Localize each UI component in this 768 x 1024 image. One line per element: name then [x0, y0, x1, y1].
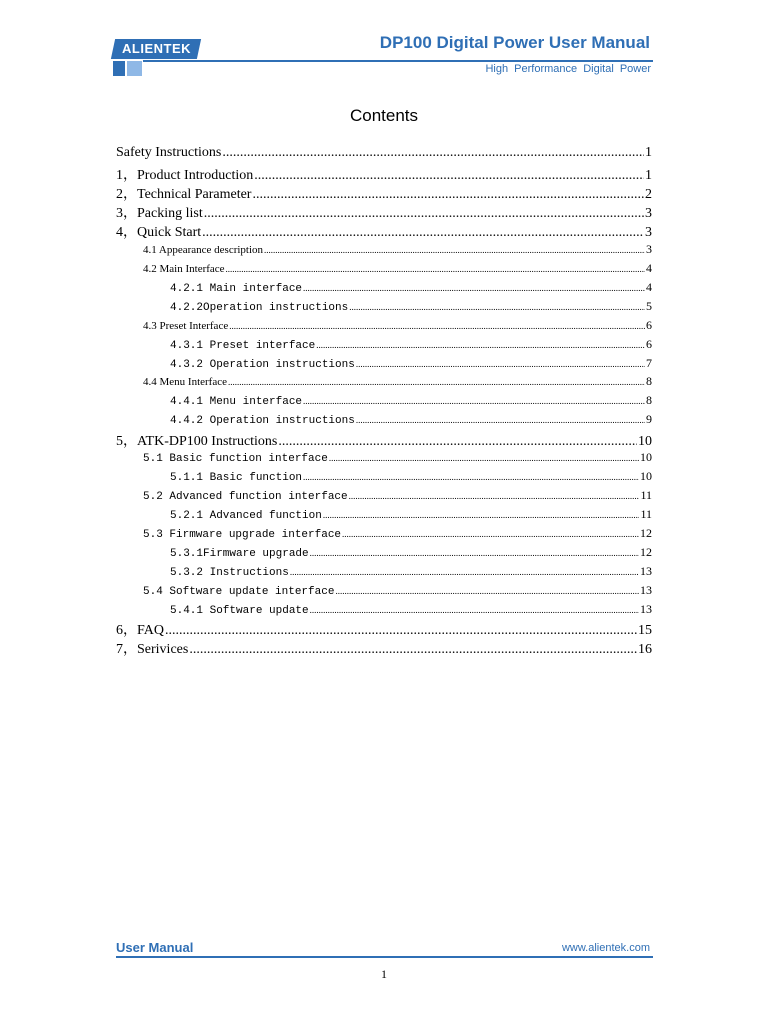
toc-entry-label: 5.1.1 Basic function	[170, 472, 303, 484]
toc-leader-dots	[165, 623, 637, 639]
toc-page-number: 15	[638, 623, 652, 638]
toc-page-number: 8	[646, 393, 652, 407]
toc-page-number: 13	[640, 602, 652, 616]
header-divider	[143, 60, 653, 62]
toc-leader-dots	[252, 187, 644, 203]
toc-entry-label: 5.3 Firmware upgrade interface	[143, 529, 342, 541]
footer-divider	[116, 956, 653, 958]
toc-leader-dots	[303, 396, 645, 408]
toc-entry-firmware-upgrade-interface[interactable]	[143, 526, 652, 541]
toc-entry-menu-interface[interactable]	[143, 374, 652, 389]
toc-entry-label: 5.1 Basic function interface	[143, 453, 328, 465]
toc-leader-dots	[356, 359, 645, 371]
toc-entry-atk-dp100-instructions[interactable]	[116, 430, 652, 450]
toc-entry-label: 1，Product Introduction	[116, 168, 254, 183]
toc-page-number: 5	[646, 299, 652, 313]
toc-leader-dots	[278, 434, 637, 450]
toc-entry-technical-parameter[interactable]	[116, 183, 652, 203]
toc-page-number: 11	[640, 488, 652, 502]
toc-leader-dots	[254, 168, 644, 184]
alientek-logo	[113, 36, 213, 78]
logo-square-dark	[113, 61, 125, 76]
toc-page-number: 16	[638, 642, 652, 657]
toc-entry-label: 4.4.1 Menu interface	[170, 396, 303, 408]
toc-entry-label: 4.2 Main Interface	[143, 263, 225, 275]
toc-entry-basic-function-interface[interactable]	[143, 450, 652, 465]
toc-entry-advanced-function[interactable]	[170, 507, 652, 522]
toc-entry-label: 4.2.1 Main interface	[170, 283, 303, 295]
toc-leader-dots	[310, 548, 639, 560]
toc-entry-services[interactable]	[116, 638, 652, 658]
toc-page-number: 13	[640, 564, 652, 578]
toc-page-number: 12	[640, 545, 652, 559]
toc-entry-label: 4.1 Appearance description	[143, 244, 264, 256]
toc-leader-dots	[189, 642, 637, 658]
toc-entry-firmware-instructions[interactable]	[170, 564, 652, 579]
toc-page-number: 12	[640, 526, 652, 540]
toc-page-number: 6	[646, 337, 652, 351]
toc-entry-software-update-interface[interactable]	[143, 583, 652, 598]
toc-entry-label: 4.3.2 Operation instructions	[170, 359, 355, 371]
toc-entry-faq[interactable]	[116, 619, 652, 639]
toc-page-number: 1	[645, 145, 652, 160]
toc-entry-basic-function[interactable]	[170, 469, 652, 484]
toc-page-number: 13	[640, 583, 652, 597]
toc-page-number: 4	[646, 280, 652, 294]
toc-entry-software-update[interactable]	[170, 602, 652, 617]
toc-leader-dots	[323, 510, 640, 522]
toc-page-number: 10	[640, 469, 652, 483]
toc-entry-main-interface-sub[interactable]	[170, 280, 652, 295]
toc-entry-preset-operation-instructions[interactable]	[170, 356, 652, 371]
toc-leader-dots	[303, 472, 639, 484]
toc-leader-dots	[229, 320, 645, 332]
footer-label: User Manual	[116, 940, 194, 955]
toc-leader-dots	[316, 340, 645, 352]
toc-leader-dots	[329, 453, 639, 465]
toc-page-number: 3	[645, 206, 652, 221]
logo-banner	[111, 39, 201, 59]
toc-page-number: 4	[646, 261, 652, 275]
toc-entry-menu-interface-sub[interactable]	[170, 393, 652, 408]
toc-leader-dots	[222, 145, 644, 161]
toc-leader-dots	[228, 376, 645, 388]
toc-entry-label: 4.4.2 Operation instructions	[170, 415, 355, 427]
toc-leader-dots	[310, 605, 639, 617]
toc-entry-label: 5.4.1 Software update	[170, 605, 309, 617]
toc-page-number: 11	[640, 507, 652, 521]
toc-page-number: 3	[645, 225, 652, 240]
toc-leader-dots	[202, 225, 644, 241]
toc-entry-preset-interface[interactable]	[143, 318, 652, 333]
toc-page-number: 3	[646, 242, 652, 256]
footer-website: www.alientek.com	[561, 942, 650, 954]
toc-page-number: 2	[645, 187, 652, 202]
toc-entry-label: 5.3.2 Instructions	[170, 567, 289, 579]
page-number: 1	[381, 967, 387, 981]
toc-entry-label: 4.2.2Operation instructions	[170, 302, 349, 314]
toc-entry-main-operation-instructions[interactable]	[170, 299, 652, 314]
toc-leader-dots	[349, 491, 640, 503]
toc-entry-label: 4.4 Menu Interface	[143, 376, 227, 388]
toc-entry-label: 3，Packing list	[116, 206, 203, 221]
toc-entry-label: 5.2.1 Advanced function	[170, 510, 322, 522]
toc-page-number: 1	[645, 168, 652, 183]
toc-leader-dots	[204, 206, 644, 222]
toc-leader-dots	[335, 586, 639, 598]
toc-leader-dots	[303, 283, 645, 295]
toc-page-number: 8	[646, 374, 652, 388]
toc-leader-dots	[356, 415, 645, 427]
toc-entry-preset-interface-sub[interactable]	[170, 337, 652, 352]
toc-entry-label: 4，Quick Start	[116, 225, 202, 240]
toc-entry-firmware-upgrade[interactable]	[170, 545, 652, 560]
toc-entry-appearance-description[interactable]	[143, 242, 652, 257]
contents-heading: Contents	[349, 106, 419, 125]
toc-entry-label: 5.2 Advanced function interface	[143, 491, 348, 503]
toc-page-number: 7	[646, 356, 652, 370]
toc-page-number: 10	[638, 434, 652, 449]
toc-entry-safety-instructions[interactable]	[116, 145, 652, 161]
logo-square-light	[127, 61, 142, 76]
toc-entry-label: 5.3.1Firmware upgrade	[170, 548, 309, 560]
toc-entry-label: 7，Serivices	[116, 642, 189, 657]
toc-entry-label: 2，Technical Parameter	[116, 187, 252, 202]
toc-entry-label: 6，FAQ	[116, 623, 164, 638]
toc-entry-label: 5.4 Software update interface	[143, 586, 335, 598]
toc-leader-dots	[264, 244, 645, 256]
toc-leader-dots	[349, 302, 645, 314]
toc-entry-main-interface[interactable]	[143, 261, 652, 276]
document-title: DP100 Digital Power User Manual	[379, 33, 650, 52]
toc-entry-menu-operation-instructions[interactable]	[170, 412, 652, 427]
toc-leader-dots	[226, 263, 645, 275]
toc-page-number: 9	[646, 412, 652, 426]
toc-page-number: 10	[640, 450, 652, 464]
toc-entry-label: 4.3.1 Preset interface	[170, 340, 316, 352]
toc-page-number: 6	[646, 318, 652, 332]
toc-leader-dots	[290, 567, 639, 579]
toc-entry-quick-start[interactable]	[116, 221, 652, 241]
toc-entry-label: 4.3 Preset Interface	[143, 320, 229, 332]
toc-entry-product-introduction[interactable]	[116, 164, 652, 184]
toc-leader-dots	[342, 529, 639, 541]
document-subtitle: High Performance Digital Power	[485, 63, 651, 75]
toc-entry-label: Safety Instructions	[116, 145, 222, 160]
toc-entry-label: 5，ATK-DP100 Instructions	[116, 434, 278, 449]
logo-text: ALIENTEK	[121, 41, 191, 56]
toc-entry-advanced-function-interface[interactable]	[143, 488, 652, 503]
toc-entry-packing-list[interactable]	[116, 202, 652, 222]
